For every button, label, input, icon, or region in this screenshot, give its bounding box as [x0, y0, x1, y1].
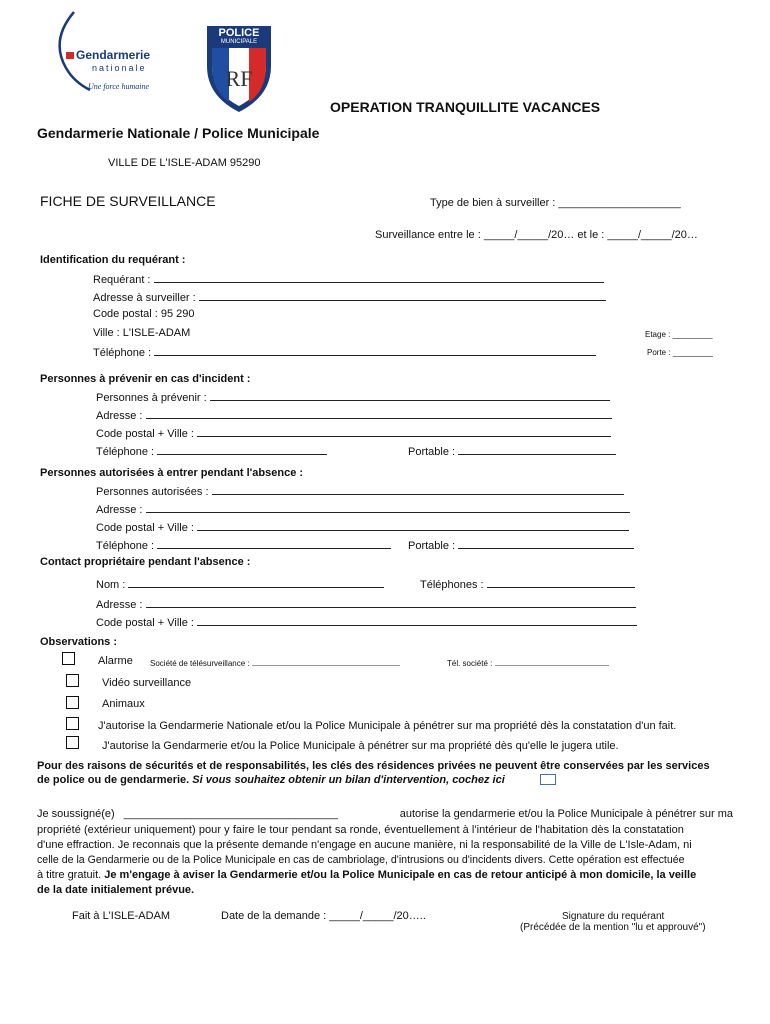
identification-heading: Identification du requérant :: [40, 254, 186, 266]
autorisees-telephone-label: Téléphone :: [96, 540, 155, 552]
declaration-je: Je soussigné(e): [37, 808, 115, 820]
autorisees-adresse-label: Adresse :: [96, 504, 143, 516]
gendarmerie-slogan: Une force humaine: [88, 82, 150, 91]
video-checkbox[interactable]: [66, 674, 79, 687]
property-type-field[interactable]: Type de bien à surveiller : ____________________: [430, 197, 681, 209]
signature-mention: (Précédée de la mention "lu et approuvé"): [520, 922, 706, 933]
contact-cp-ville-label: Code postal + Ville :: [96, 617, 194, 629]
auth2-checkbox[interactable]: [66, 736, 79, 749]
tel-societe-label: Tél. société :: [447, 659, 493, 668]
signature-label: Signature du requérant: [562, 911, 665, 922]
contact-adresse-field[interactable]: [96, 597, 636, 611]
autorisees-portable-field[interactable]: [408, 538, 634, 552]
gendarmerie-name: Gendarmerie: [76, 48, 151, 62]
adresse-surveiller-field[interactable]: [93, 290, 606, 304]
societe-label: Société de télésurveillance :: [150, 659, 250, 668]
prevenir-portable-field[interactable]: [408, 444, 616, 458]
requerant-field[interactable]: [93, 272, 604, 286]
city-label: VILLE DE L'ISLE-ADAM 95290: [108, 157, 261, 169]
adresse-surveiller-label: Adresse à surveiller :: [93, 292, 196, 304]
requerant-label: Requérant :: [93, 274, 151, 286]
animaux-checkbox[interactable]: [66, 696, 79, 709]
autorisees-portable-label: Portable :: [408, 540, 456, 552]
auth2-label: J'autorise la Gendarmerie et/ou la Police Municipale à pénétrer sur ma propriété dès qu'elle le jugera utile.: [102, 740, 619, 752]
security-note-line2: [37, 774, 505, 786]
declaration-line2: propriété (extérieur uniquement) pour y faire le tour pendant sa ronde, éventuellement à l'intérieur de l'habitation dès la constatation: [37, 824, 684, 836]
declaration-p1: autorise la gendarmerie et/ou la Police Municipale à pénétrer sur ma: [399, 808, 733, 820]
gendarmerie-flag-icon: [66, 52, 74, 59]
declaration-engagement: Je m'engage à aviser la Gendarmerie et/ou la Police Municipale en cas de retour anticipé à mon domicile, la veille: [104, 869, 697, 881]
autorisees-cp-ville-label: Code postal + Ville :: [96, 522, 194, 534]
page-title: OPERATION TRANQUILLITE VACANCES: [330, 99, 601, 115]
declaration-name-blank[interactable]: ___________________________________: [123, 808, 338, 820]
video-label: Vidéo surveillance: [102, 677, 192, 689]
declaration-gratuit: à titre gratuit.: [37, 869, 102, 881]
fait-a: Fait à L'ISLE-ADAM: [72, 910, 171, 922]
prevenir-adresse-field[interactable]: [96, 408, 612, 422]
alarme-checkbox[interactable]: [62, 652, 75, 665]
declaration-line4: celle de la Gendarmerie ou de la Police Municipale en cas de cambriolage, d'intrusions ou d'incidents divers. Cette opération est effectuée: [37, 854, 685, 866]
date-demande-field[interactable]: Date de la demande : _____/_____/20…..: [221, 910, 426, 922]
autorisees-personnes-field[interactable]: [96, 484, 624, 498]
prevenir-heading: Personnes à prévenir en cas d'incident :: [40, 373, 251, 385]
tel-societe-field[interactable]: [447, 658, 609, 668]
declaration-line3: d'une effraction. Je reconnais que la présente demande n'engage en aucune manière, ni la responsabilité de la Ville de L'Isle-Adam, ni: [37, 839, 692, 851]
porte-field[interactable]: Porte : _________: [647, 348, 713, 357]
autorisees-telephone-field[interactable]: [96, 538, 391, 552]
auth1-checkbox[interactable]: [66, 717, 79, 730]
prevenir-adresse-label: Adresse :: [96, 410, 143, 422]
telephone-label: Téléphone :: [93, 347, 152, 359]
police-text: POLICE: [218, 27, 260, 39]
security-note-bold: de police ou de gendarmerie.: [37, 774, 190, 786]
autorisees-adresse-field[interactable]: [96, 502, 630, 516]
security-note-line1: Pour des raisons de sécurités et de responsabilités, les clés des résidences privées ne peuvent être conservées par les services: [37, 760, 710, 772]
security-note-italic: Si vous souhaitez obtenir un bilan d'intervention, cochez ici: [192, 774, 505, 786]
autorisees-personnes-label: Personnes autorisées :: [96, 486, 209, 498]
gendarmerie-subname: nationale: [92, 63, 147, 73]
autorisees-cp-ville-field[interactable]: [96, 520, 629, 534]
alarme-label: Alarme: [98, 655, 133, 667]
prevenir-personnes-label: Personnes à prévenir :: [96, 392, 207, 404]
svg-text:RF: RF: [225, 66, 253, 91]
prevenir-telephone-field[interactable]: [96, 444, 327, 458]
declaration-line6: de la date initialement prévue.: [37, 884, 195, 896]
prevenir-portable-label: Portable :: [408, 446, 456, 458]
gendarmerie-logo: [52, 10, 172, 95]
observations-heading: Observations :: [40, 636, 118, 648]
declaration-line1: [37, 808, 733, 820]
societe-field[interactable]: [150, 658, 400, 668]
bilan-checkbox[interactable]: [540, 774, 556, 785]
contact-nom-label: Nom :: [96, 579, 126, 591]
auth1-label: J'autorise la Gendarmerie Nationale et/ou la Police Municipale à pénétrer sur ma propriété dès la constatation d'un fait.: [98, 720, 677, 732]
police-municipale-logo: [204, 24, 274, 114]
form-name: FICHE DE SURVEILLANCE: [40, 193, 216, 209]
surveillance-period-field[interactable]: Surveillance entre le : _____/_____/20… et le : _____/_____/20…: [375, 229, 698, 241]
prevenir-cp-ville-field[interactable]: [96, 426, 611, 440]
municipale-text: MUNICIPALE: [220, 39, 258, 45]
contact-nom-field[interactable]: [96, 577, 384, 591]
etage-field[interactable]: Etage : _________: [645, 330, 713, 339]
ville-field: Ville : L'ISLE-ADAM: [93, 327, 191, 339]
declaration-line5: [37, 869, 696, 881]
contact-cp-ville-field[interactable]: [96, 615, 637, 629]
contact-heading: Contact propriétaire pendant l'absence :: [40, 556, 251, 568]
contact-telephones-field[interactable]: [420, 577, 635, 591]
prevenir-telephone-label: Téléphone :: [96, 446, 155, 458]
prevenir-cp-ville-label: Code postal + Ville :: [96, 428, 194, 440]
contact-telephones-label: Téléphones :: [420, 579, 484, 591]
telephone-field[interactable]: [93, 345, 596, 359]
autorisees-heading: Personnes autorisées à entrer pendant l'absence :: [40, 467, 304, 479]
animaux-label: Animaux: [102, 698, 145, 710]
page-subtitle: Gendarmerie Nationale / Police Municipale: [37, 125, 320, 141]
code-postal-field: Code postal : 95 290: [93, 308, 195, 320]
contact-adresse-label: Adresse :: [96, 599, 143, 611]
prevenir-personnes-field[interactable]: [96, 390, 610, 404]
